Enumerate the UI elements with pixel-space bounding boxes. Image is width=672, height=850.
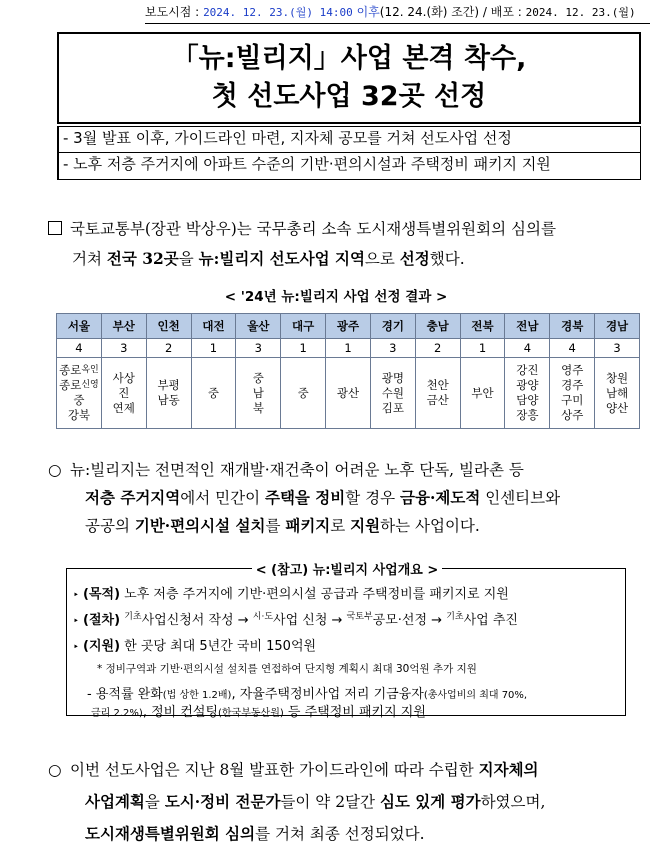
embargo-after: 이후 bbox=[356, 5, 380, 19]
circle-bullet-icon: ○ bbox=[48, 461, 62, 479]
table-names-cell: 중 bbox=[281, 358, 326, 429]
ref-detail-c: , 자율주택정비사업 저리 기금융자 bbox=[231, 687, 424, 702]
subtitle-2: - 노후 저층 주거지에 아파트 수준의 기반·편의시설과 주택정비 패키지 지원 bbox=[57, 152, 641, 180]
table-count-row bbox=[57, 339, 640, 358]
table-header-cell: 서울 bbox=[57, 314, 102, 339]
def-bold-1: 저층 주거지역 bbox=[85, 488, 181, 507]
table-names-cell: 부평 남동 bbox=[146, 358, 191, 429]
seoul-name-4: 강북 bbox=[67, 408, 91, 422]
def-bold-6: 지원 bbox=[350, 516, 381, 535]
distribution-date: 2024. 12. 23.(월) bbox=[525, 6, 636, 19]
ref-procedure-line: ‣ (절차) $^{기초}$사업신청서 작성 → $^{시\cdot 도}$사업 신청 → $^{국토부}$공모·선정 → $^{기초}$사업 추진 bbox=[73, 612, 518, 628]
ref-proc-2: 사업 신청 → bbox=[273, 613, 347, 628]
table-names-cell: 중 남 북 bbox=[236, 358, 281, 429]
lead-paragraph bbox=[48, 214, 654, 274]
lead-text-3: 을 bbox=[178, 250, 199, 268]
eval-bold-2: 사업계획 bbox=[85, 792, 145, 811]
table-count-cell: 4 bbox=[57, 339, 102, 358]
ref-sup-1: 기초 bbox=[124, 612, 142, 622]
ref-sup-2: 시·도 bbox=[252, 612, 274, 622]
title-line-2: 첫 선도사업 32곳 선정 bbox=[211, 81, 487, 112]
def-text-7: 로 bbox=[330, 517, 351, 535]
table-header-cell: 대구 bbox=[281, 314, 326, 339]
title-line-1: 「뉴:빌리지」사업 본격 착수, bbox=[171, 43, 527, 74]
ref-support-key: (지원) bbox=[83, 639, 121, 654]
lead-text-4: 으로 bbox=[364, 250, 400, 268]
table-header-cell: 경기 bbox=[370, 314, 415, 339]
table-names-cell: 천안 금산 bbox=[415, 358, 460, 429]
table-header-cell: 울산 bbox=[236, 314, 281, 339]
ref-detail-line-1 bbox=[87, 683, 527, 702]
seoul-name-1: 종로 bbox=[59, 363, 82, 377]
table-header-cell: 광주 bbox=[326, 314, 371, 339]
ref-support-text: 한 곳당 최대 5년간 국비 150억원 bbox=[120, 639, 317, 654]
table-count-cell: 1 bbox=[281, 339, 326, 358]
table-count-cell: 3 bbox=[595, 339, 640, 358]
eval-bold-5: 도시재생특별위원회 심의 bbox=[85, 824, 256, 843]
table-count-cell: 4 bbox=[505, 339, 550, 358]
evaluation-paragraph bbox=[48, 754, 656, 850]
lead-text-5: 했다. bbox=[429, 250, 465, 268]
table-names-cell: 광명 수원 김포 bbox=[370, 358, 415, 429]
embargo-label: 보도시점 : bbox=[145, 5, 200, 19]
eval-text-3: 들이 약 2달간 bbox=[280, 793, 380, 811]
subtitle-1: - 3월 발표 이후, 가이드라인 마련, 지자체 공모를 거쳐 선도사업 선정 bbox=[57, 126, 641, 152]
table-header-cell: 부산 bbox=[101, 314, 146, 339]
table-count-cell: 3 bbox=[101, 339, 146, 358]
def-text-6: 를 bbox=[265, 517, 286, 535]
lead-bold-2: 뉴:빌리지 선도사업 지역 bbox=[198, 249, 365, 268]
ref-detail-h: 등 주택정비 패키지 지원 bbox=[283, 705, 426, 720]
def-text-8: 하는 사업이다. bbox=[380, 517, 480, 535]
eval-text-4: 하였으며, bbox=[480, 793, 546, 811]
ref-detail-e: 금리 2.2%) bbox=[91, 708, 143, 719]
def-bold-5: 패키지 bbox=[285, 516, 331, 535]
ref-sup-3: 국토부 bbox=[346, 612, 373, 622]
def-text-2: 에서 민간이 bbox=[180, 489, 265, 507]
lead-bold-3: 선정 bbox=[399, 249, 430, 268]
table-names-cell: 사상 진 연제 bbox=[101, 358, 146, 429]
ref-proc-3: 공모·선정 → bbox=[372, 613, 447, 628]
table-names-cell: 창원 남해 양산 bbox=[595, 358, 640, 429]
reference-title: < (참고) 뉴:빌리지 사업개요 > bbox=[252, 563, 443, 578]
table-header-row bbox=[57, 314, 640, 339]
table-header-cell: 인천 bbox=[146, 314, 191, 339]
table-caption: < '24년 뉴:빌리지 사업 선정 결과 > bbox=[224, 289, 448, 305]
circle-bullet-icon-2: ○ bbox=[48, 761, 62, 779]
embargo-datetime: 2024. 12. 23.(월) 14:00 bbox=[203, 6, 353, 19]
ref-purpose-text: 노후 저층 주거지에 기반·편의시설 공급과 주택정비를 패키지로 지원 bbox=[120, 587, 509, 602]
table-names-cell: 강진 광양 담양 장흥 bbox=[505, 358, 550, 429]
ref-detail-a: - 용적률 완화 bbox=[87, 687, 163, 702]
eval-text-1: 이번 선도사업은 지난 8월 발표한 가이드라인에 따라 수립한 bbox=[70, 761, 479, 779]
ref-procedure-key: (절차) bbox=[83, 613, 121, 628]
eval-text-5: 를 거쳐 최종 선정되었다. bbox=[255, 825, 425, 843]
table-count-cell: 1 bbox=[326, 339, 371, 358]
table-count-cell: 3 bbox=[236, 339, 281, 358]
def-text-5: 공공의 bbox=[85, 517, 135, 535]
embargo-sep: / 배포 : bbox=[479, 5, 522, 19]
table-header-cell: 전북 bbox=[460, 314, 505, 339]
table-names-cell: 중 bbox=[191, 358, 236, 429]
ref-detail-d: (총사업비의 최대 70%, bbox=[423, 690, 528, 701]
ref-support-line: ‣ (지원) 한 곳당 최대 5년간 국비 150억원 bbox=[73, 639, 317, 654]
selection-results-table bbox=[56, 313, 640, 429]
table-names-cell: 부안 bbox=[460, 358, 505, 429]
def-text-4: 인센티브와 bbox=[480, 489, 561, 507]
ref-note: * 정비구역과 기반·편의시설 설치를 연접하여 단지형 계획시 최대 30억원 추가 지원 bbox=[97, 663, 477, 675]
def-bold-2: 주택을 정비 bbox=[264, 488, 346, 507]
title-box bbox=[57, 32, 641, 124]
table-count-cell: 1 bbox=[191, 339, 236, 358]
ref-purpose-key: (목적) bbox=[83, 587, 121, 602]
eval-bold-3: 도시·정비 전문가 bbox=[164, 792, 281, 811]
lead-text-2: 거쳐 bbox=[72, 250, 107, 268]
seoul-name-3: 중 bbox=[73, 393, 85, 407]
table-cell bbox=[57, 358, 102, 429]
table-header-cell: 대전 bbox=[191, 314, 236, 339]
def-bold-3: 금융·제도적 bbox=[400, 488, 481, 507]
definition-paragraph bbox=[48, 456, 656, 540]
ref-sup-4: 기초 bbox=[446, 612, 464, 622]
def-text-3: 할 경우 bbox=[345, 489, 401, 507]
table-names-cell: 영주 경주 구미 상주 bbox=[550, 358, 595, 429]
ref-detail-b: (법 상한 1.2배) bbox=[162, 690, 232, 701]
table-count-cell: 1 bbox=[460, 339, 505, 358]
ref-detail-g: (한국부동산원) bbox=[218, 708, 284, 719]
reference-box bbox=[66, 563, 626, 720]
ref-purpose-line: ‣ (목적) 노후 저층 주거지에 기반·편의시설 공급과 주택정비를 패키지로 지원 bbox=[73, 587, 509, 602]
table-names-cell: 광산 bbox=[326, 358, 371, 429]
lead-bold-1: 전국 32곳 bbox=[106, 249, 179, 268]
def-bold-4: 기반·편의시설 설치 bbox=[134, 516, 266, 535]
ref-proc-4: 사업 추진 bbox=[463, 613, 518, 628]
ref-detail-line-2 bbox=[91, 701, 426, 720]
reference-title-wrap bbox=[67, 559, 627, 578]
table-header-cell: 전남 bbox=[505, 314, 550, 339]
table-names-row bbox=[57, 358, 640, 429]
table-header-cell: 경남 bbox=[595, 314, 640, 339]
seoul-name-2: 종로 bbox=[59, 378, 82, 392]
table-count-cell: 3 bbox=[370, 339, 415, 358]
seoul-sup-2: 신영 bbox=[81, 380, 99, 390]
ref-proc-1: 사업신청서 작성 → bbox=[141, 613, 253, 628]
table-count-cell: 2 bbox=[415, 339, 460, 358]
eval-bold-4: 심도 있게 평가 bbox=[379, 792, 481, 811]
table-count-cell: 4 bbox=[550, 339, 595, 358]
table-count-cell: 2 bbox=[146, 339, 191, 358]
table-header-cell: 충남 bbox=[415, 314, 460, 339]
embargo-line bbox=[145, 4, 650, 24]
table-header-cell: 경북 bbox=[550, 314, 595, 339]
eval-bold-1: 지자체의 bbox=[478, 760, 539, 779]
square-bullet-icon bbox=[48, 221, 62, 235]
ref-detail-f: , 정비 컨설팅 bbox=[142, 705, 218, 720]
seoul-sup-1: 옥인 bbox=[81, 365, 99, 375]
embargo-paper: (12. 24.(화) 조간) bbox=[379, 5, 480, 19]
eval-text-2: 을 bbox=[144, 793, 165, 811]
lead-text-1: 국토교통부(장관 박상우)는 국무총리 소속 도시재생특별위원회의 심의를 bbox=[70, 220, 556, 238]
def-text-1: 뉴:빌리지는 전면적인 재개발·재건축이 어려운 노후 단독, 빌라촌 등 bbox=[70, 461, 524, 479]
